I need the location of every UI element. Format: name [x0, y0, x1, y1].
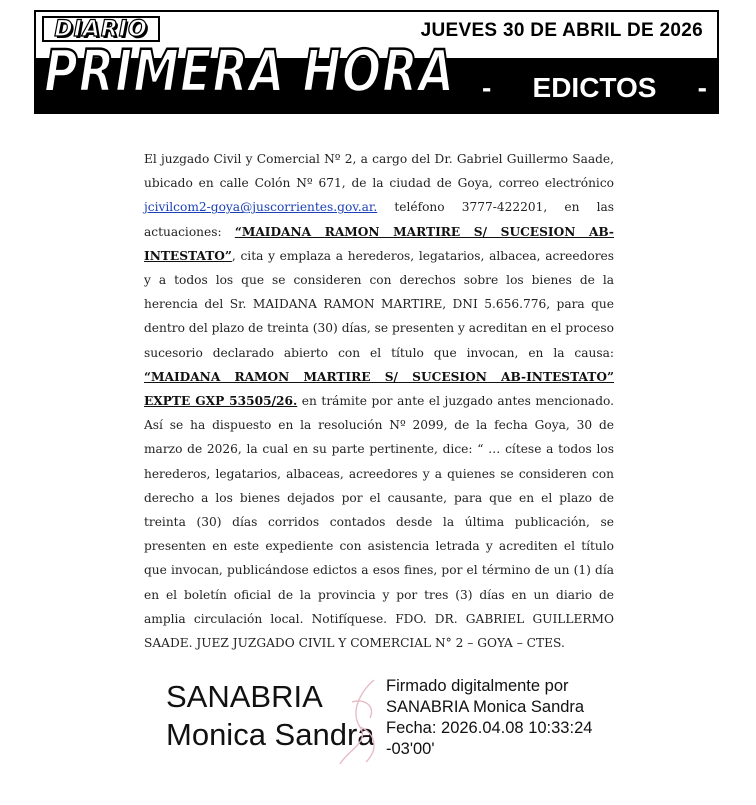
signer-surname: SANABRIA [166, 679, 323, 714]
diario-logo: DIARIO [42, 16, 160, 42]
case-title-second: “MAIDANA RAMON MARTIRE S/ SUCESION AB-INTESTATO” EXPTE GXP 53505/26. [144, 369, 614, 409]
section-dash-left: - [482, 72, 492, 103]
edict-phone-text: teléfono 3777-422201, en las actuaciones: [144, 200, 614, 239]
signature-line-3: Fecha: 2026.04.08 10:33:24 [386, 719, 593, 737]
masthead [34, 10, 719, 114]
signature-line-1: Firmado digitalmente por [386, 677, 569, 695]
section-title [482, 72, 707, 104]
signature-flourish-icon [330, 672, 390, 772]
case-title-first: “MAIDANA RAMON MARTIRE S/ SUCESION AB-INTESTATO” [144, 224, 614, 263]
digital-signature-info [386, 676, 592, 760]
edict-intro: El juzgado Civil y Comercial Nº 2, a cargo del Dr. Gabriel Guillermo Saade, ubicado en calle Colón Nº 671, de la ciudad de Goya, correo electrónico [144, 152, 614, 191]
signature-line-4: -03'00' [386, 740, 435, 758]
publication-date: JUEVES 30 DE ABRIL DE 2026 [420, 20, 703, 41]
edict-body [144, 147, 614, 655]
signer-given-names: Monica Sandra [166, 717, 375, 752]
edict-paragraph [144, 147, 614, 655]
section-label: EDICTOS [532, 72, 657, 103]
edict-closing: en trámite por ante el juzgado antes mencionado. Así se ha dispuesto en la resolución Nº 2099, de la fecha Goya, 30 de marzo de 2026, la cual en su parte pertinente, dice: “ … cítese a todos los herederos, legatarios, albaceas, acreedores y a quienes se consideren con derecho a los bienes dejados por el causante, para que en el plazo de treinta (30) días corridos contados desde la última publicación, se presenten en este expediente con asistencia letrada y acrediten el título que invocan, publicándose edictos a esos fines, por el término de un (1) día en el boletín oficial de la provincia y por tres (3) días en un diario de amplia circulación local. Notifíquese. FDO. DR. GABRIEL GUILLERMO SAADE. JUEZ JUZGADO CIVIL Y COMERCIAL N° 2 – GOYA – CTES. [144, 394, 614, 651]
signature-line-2: SANABRIA Monica Sandra [386, 698, 585, 716]
section-dash-right: - [697, 72, 707, 103]
court-email-link[interactable]: jcivilcom2-goya@juscorrientes.gov.ar. [144, 200, 378, 215]
edict-middle: , cita y emplaza a herederos, legatarios, albacea, acreedores y a todos los que se consideren con derechos sobre los bienes de la herencia del Sr. MAIDANA RAMON MARTIRE, DNI 5.656.776, para que dentro del plazo de treinta (30) días, se presenten y acreditan en el proceso sucesorio declarado abierto con el título que invocan, en la causa: [144, 248, 614, 360]
primera-hora-logo: PRIMERA HORA [44, 37, 456, 105]
